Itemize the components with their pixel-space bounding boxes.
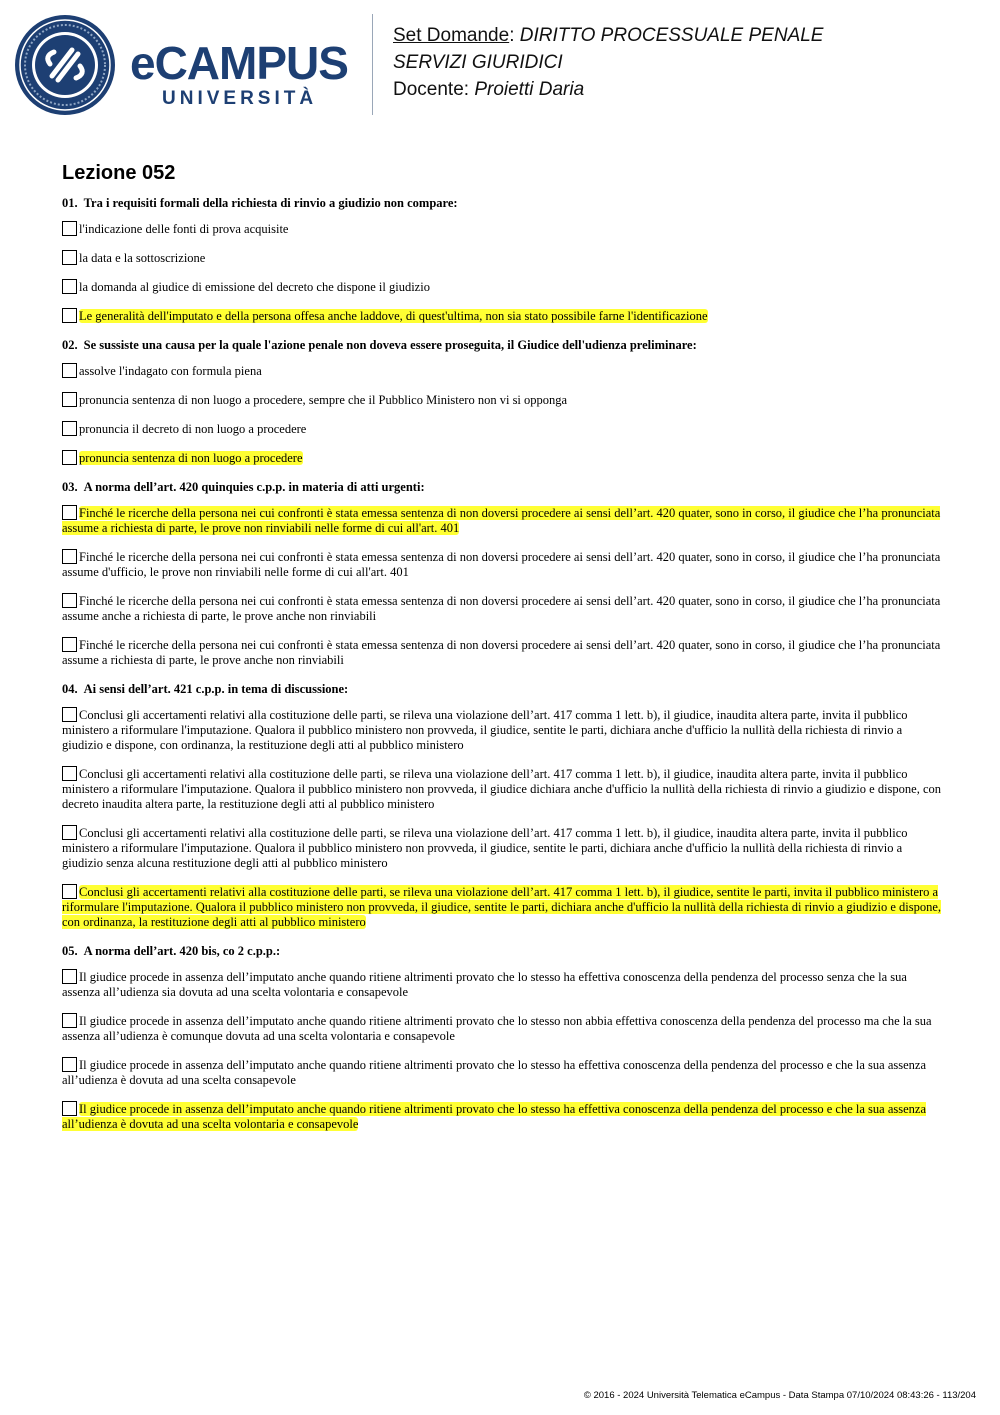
question-text	[62, 682, 942, 697]
question-number: 05.	[62, 944, 78, 958]
page-footer: © 2016 - 2024 Università Telematica eCampus - Data Stampa 07/10/2024 08:43:26 - 113/204	[583, 1390, 976, 1401]
answer-text: Conclusi gli accertamenti relativi alla costituzione delle parti, se rileva una violazione dell’art. 417 comma 1 lett. b), il giudice, inaudita altera parte, invita il pubblico ministero a riformulare l'imputazione. Qualora il pubblico ministero non provveda, il giudice, sentite le parti, dichiara anche d'ufficio la nullità della richiesta di rinvio a giudizio e dispone, con ordinanza, la restituzione degli atti al pubblico ministero	[62, 708, 908, 752]
answer-text-highlighted: Conclusi gli accertamenti relativi alla costituzione delle parti, se rileva una violazione dell’art. 417 comma 1 lett. b), il giudice, sentite le parti, invita il pubblico ministero a riformulare l'imputazione. Qualora il pubblico ministero non provveda, il giudice, sentite le parti, dichiara anche d'ufficio la nullità della richiesta di rinvio a giudizio e dispone, con ordinanza, la restituzione degli atti al pubblico ministero	[62, 885, 942, 929]
set-separator: :	[509, 25, 515, 46]
answer-option	[62, 279, 942, 295]
question-5	[62, 944, 942, 1132]
answer-checkbox[interactable]	[62, 707, 77, 722]
answer-text: Conclusi gli accertamenti relativi alla costituzione delle parti, se rileva una violazione dell’art. 417 comma 1 lett. b), il giudice, inaudita altera parte, invita il pubblico ministero a riformulare l'imputazione. Qualora il pubblico ministero non provveda, il giudice dichiara anche d'ufficio la nullità della richiesta di rinvio a giudizio e dispone, con decreto inaudita altera parte, la restituzione degli atti al pubblico ministero	[62, 767, 942, 811]
question-text	[62, 196, 942, 211]
teacher-name: Proietti Daria	[474, 79, 585, 100]
answer-option	[62, 593, 942, 624]
question-number: 02.	[62, 338, 78, 352]
answer-checkbox[interactable]	[62, 279, 77, 294]
question-label: A norma dell’art. 420 bis, co 2 c.p.p.:	[83, 944, 281, 958]
set-label: Set Domande	[393, 25, 510, 46]
answer-text: Conclusi gli accertamenti relativi alla costituzione delle parti, se rileva una violazione dell’art. 417 comma 1 lett. b), il giudice, inaudita altera parte, invita il pubblico ministero a riformulare l'imputazione. Qualora il pubblico ministero non provveda, il giudice, sentite le parti, dichiara anche d'ufficio la nullità della richiesta di rinvio a giudizio senza alcuna restituzione degli atti al pubblico ministero	[62, 826, 908, 870]
answer-option	[62, 392, 942, 408]
answer-option	[62, 637, 942, 668]
answer-text-highlighted: Le generalità dell'imputato e della persona offesa anche laddove, di quest'ultima, non sia stato possibile farne l'identificazione	[79, 309, 708, 323]
course-line-2: SERVIZI GIURIDICI	[393, 52, 563, 73]
answer-text-highlighted: Il giudice procede in assenza dell’imputato anche quando ritiene altrimenti provato che lo stesso ha effettiva conoscenza della pendenza del processo e che la sua assenza all’udienza è dovuta ad una scelta volontaria e consapevole	[62, 1102, 926, 1131]
question-label: Se sussiste una causa per la quale l'azione penale non doveva essere proseguita, il Giudice dell'udienza preliminare:	[83, 338, 697, 352]
question-list	[62, 196, 942, 1146]
answer-checkbox[interactable]	[62, 363, 77, 378]
answer-option	[62, 707, 942, 753]
logo-subtitle: UNIVERSITÀ	[162, 88, 318, 109]
answer-checkbox[interactable]	[62, 549, 77, 564]
answer-text: pronuncia il decreto di non luogo a procedere	[79, 422, 307, 436]
question-3	[62, 480, 942, 668]
answer-checkbox[interactable]	[62, 250, 77, 265]
question-label: A norma dell’art. 420 quinquies c.p.p. in materia di atti urgenti:	[83, 480, 425, 494]
answer-text: Il giudice procede in assenza dell’imputato anche quando ritiene altrimenti provato che lo stesso non abbia effettiva conoscenza della pendenza del processo ma che la sua assenza all’udienza è comunque dovuta ad una scelta volontaria e consapevole	[62, 1014, 932, 1043]
answer-checkbox[interactable]	[62, 593, 77, 608]
teacher-line	[393, 76, 823, 103]
answer-option	[62, 421, 942, 437]
answer-option	[62, 1057, 942, 1088]
question-text	[62, 944, 942, 959]
question-2	[62, 338, 942, 466]
answer-option	[62, 766, 942, 812]
header-info	[393, 22, 823, 103]
question-label: Ai sensi dell’art. 421 c.p.p. in tema di discussione:	[83, 682, 349, 696]
answer-checkbox[interactable]	[62, 505, 77, 520]
answer-text: la data e la sottoscrizione	[79, 251, 206, 265]
ecampus-logo	[130, 37, 348, 112]
answer-text: Finché le ricerche della persona nei cui confronti è stata emessa sentenza di non doversi procedere ai sensi dell’art. 420 quater, sono in corso, il giudice che l’ha pronunciata assume a richiesta di parte, le prove anche non rinviabili	[62, 638, 941, 667]
question-1	[62, 196, 942, 324]
answer-option	[62, 969, 942, 1000]
lesson-title: Lezione 052	[62, 162, 176, 184]
question-number: 04.	[62, 682, 78, 696]
answer-checkbox[interactable]	[62, 637, 77, 652]
answer-checkbox[interactable]	[62, 766, 77, 781]
question-number: 01.	[62, 196, 78, 210]
answer-checkbox[interactable]	[62, 1057, 77, 1072]
answer-option	[62, 549, 942, 580]
answer-checkbox[interactable]	[62, 450, 77, 465]
answer-text: Il giudice procede in assenza dell’imputato anche quando ritiene altrimenti provato che lo stesso ha effettiva conoscenza della pendenza del processo e che la sua assenza all’udienza è dovuta ad una scelta consapevole	[62, 1058, 926, 1087]
answer-option	[62, 825, 942, 871]
answer-option	[62, 308, 942, 324]
answer-option	[62, 884, 942, 930]
logo-brand: eCAMPUS	[130, 37, 348, 89]
answer-text: l'indicazione delle fonti di prova acquisite	[79, 222, 289, 236]
answer-option	[62, 1101, 942, 1132]
answer-text: Finché le ricerche della persona nei cui confronti è stata emessa sentenza di non doversi procedere ai sensi dell’art. 420 quater, sono in corso, il giudice che l’ha pronunciata assume anche a richiesta di parte, le prove anche non rinviabili	[62, 594, 941, 623]
answer-option	[62, 363, 942, 379]
answer-checkbox[interactable]	[62, 392, 77, 407]
ecampus-seal-icon	[14, 14, 116, 116]
answer-checkbox[interactable]	[62, 421, 77, 436]
answer-text: Finché le ricerche della persona nei cui confronti è stata emessa sentenza di non doversi procedere ai sensi dell’art. 420 quater, sono in corso, il giudice che l’ha pronunciata assume d'ufficio, le prove non rinviabili nelle forme di cui all'art. 401	[62, 550, 941, 579]
question-label: Tra i requisiti formali della richiesta di rinvio a giudizio non compare:	[83, 196, 458, 210]
answer-checkbox[interactable]	[62, 825, 77, 840]
answer-text-highlighted: pronuncia sentenza di non luogo a procedere	[79, 451, 303, 465]
course-line-1: DIRITTO PROCESSUALE PENALE	[519, 25, 824, 46]
answer-text: Il giudice procede in assenza dell’imputato anche quando ritiene altrimenti provato che lo stesso ha effettiva conoscenza della pendenza del processo senza che la sua assenza all’udienza sia dovuta ad una scelta volontaria e consapevole	[62, 970, 907, 999]
answer-checkbox[interactable]	[62, 1101, 77, 1116]
answer-checkbox[interactable]	[62, 884, 77, 899]
answer-checkbox[interactable]	[62, 221, 77, 236]
answer-option	[62, 250, 942, 266]
answer-option	[62, 221, 942, 237]
teacher-label: Docente:	[393, 79, 470, 100]
answer-option	[62, 450, 942, 466]
answer-text: assolve l'indagato con formula piena	[79, 364, 262, 378]
answer-checkbox[interactable]	[62, 969, 77, 984]
header-divider	[372, 14, 373, 115]
course-line	[393, 49, 823, 76]
question-text	[62, 338, 942, 353]
answer-text: pronuncia sentenza di non luogo a procedere, sempre che il Pubblico Ministero non vi si opponga	[79, 393, 568, 407]
answer-checkbox[interactable]	[62, 308, 77, 323]
answer-option	[62, 505, 942, 536]
page-header	[0, 0, 1000, 130]
answer-checkbox[interactable]	[62, 1013, 77, 1028]
answer-text-highlighted: Finché le ricerche della persona nei cui confronti è stata emessa sentenza di non doversi procedere ai sensi dell’art. 420 quater, sono in corso, il giudice che l’ha pronunciata assume a richiesta di parte, le prove non rinviabili nelle forme di cui all'art. 401	[62, 506, 941, 535]
answer-option	[62, 1013, 942, 1044]
answer-text: la domanda al giudice di emissione del decreto che dispone il giudizio	[79, 280, 430, 294]
set-line	[393, 22, 823, 49]
question-text	[62, 480, 942, 495]
question-number: 03.	[62, 480, 78, 494]
question-4	[62, 682, 942, 930]
